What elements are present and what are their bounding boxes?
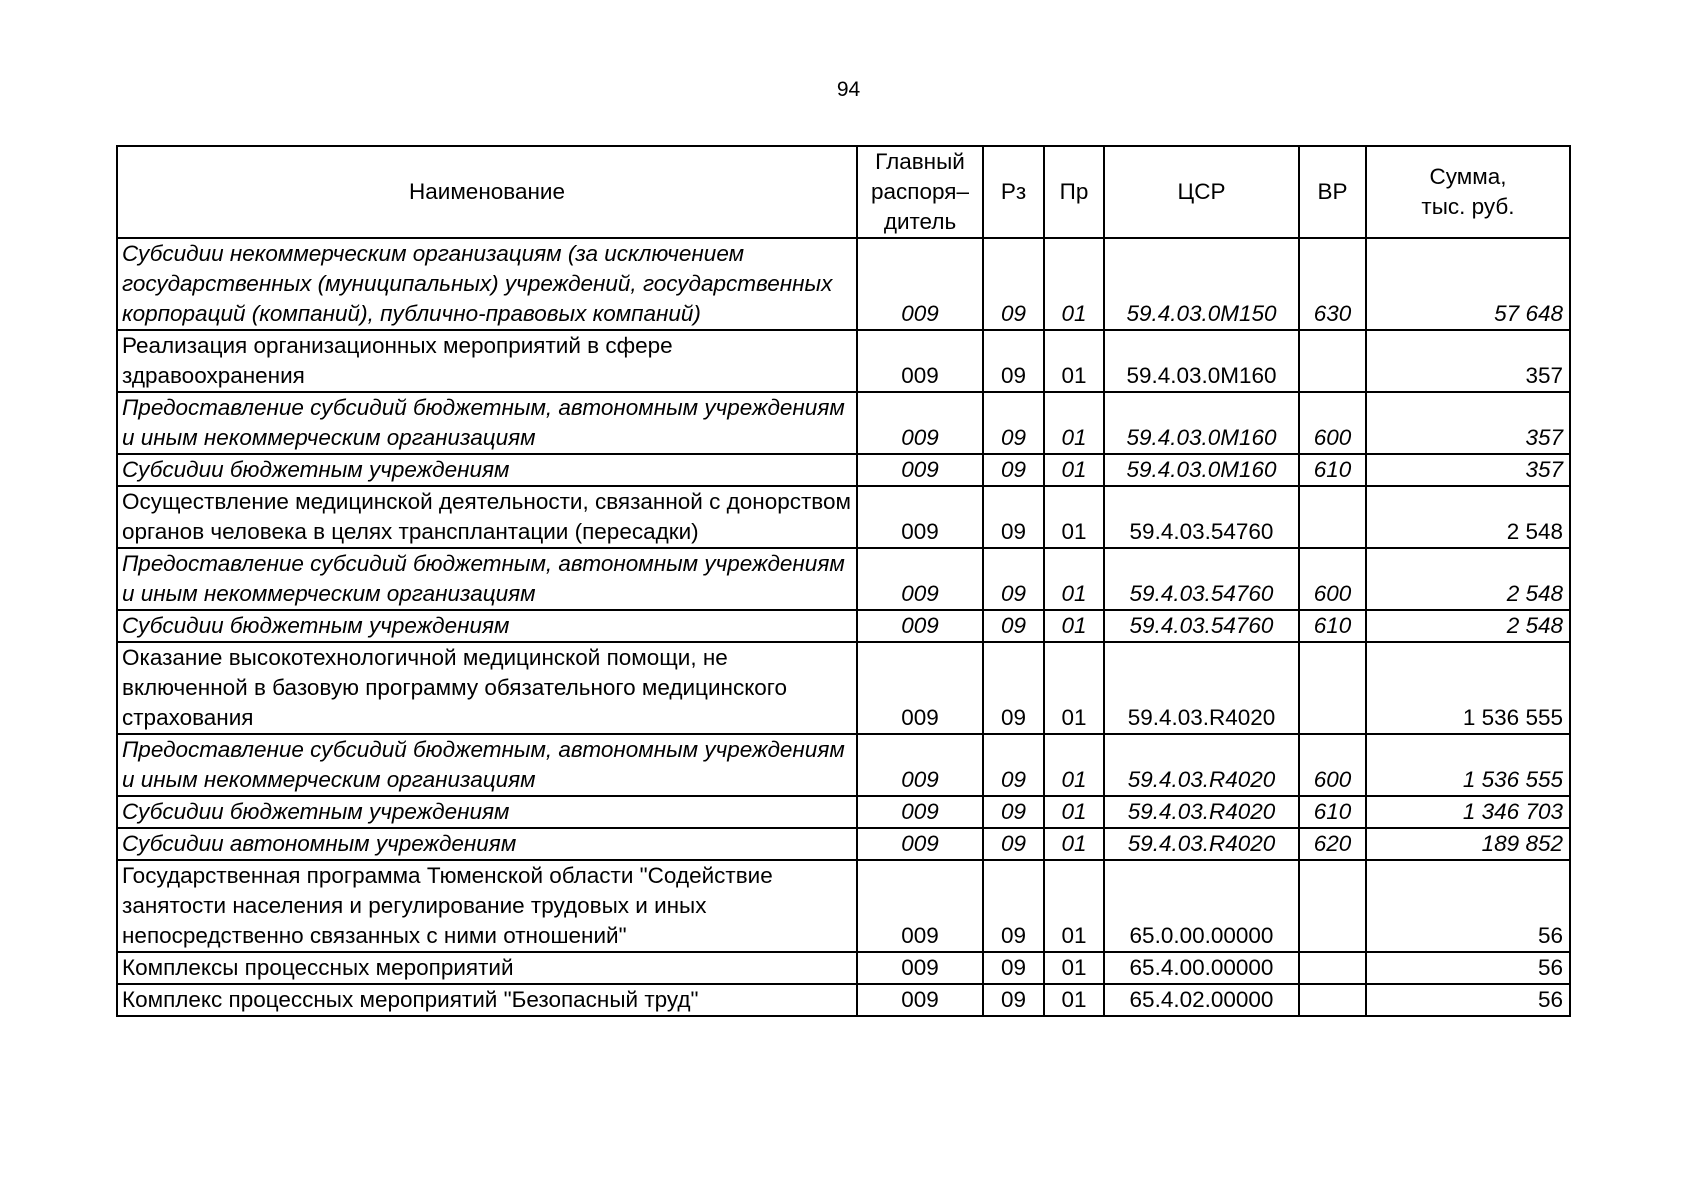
cell-chief-administrator: 009 (857, 610, 983, 642)
cell-name: Комплексы процессных мероприятий (117, 952, 857, 984)
cell-name: Субсидии бюджетным учреждениям (117, 610, 857, 642)
cell-expense-type (1299, 952, 1366, 984)
table-row (117, 796, 1570, 828)
page-number: 94 (836, 78, 861, 101)
cell-section: 09 (983, 642, 1044, 734)
header-amount (1366, 146, 1570, 238)
header-name: Наименование (117, 146, 857, 238)
cell-target-article: 59.4.03.0М150 (1104, 238, 1299, 330)
cell-target-article: 59.4.03.R4020 (1104, 642, 1299, 734)
cell-chief-administrator: 009 (857, 486, 983, 548)
cell-chief-administrator: 009 (857, 454, 983, 486)
cell-amount: 1 346 703 (1366, 796, 1570, 828)
cell-subsection: 01 (1044, 734, 1104, 796)
table-row (117, 984, 1570, 1016)
cell-subsection: 01 (1044, 984, 1104, 1016)
cell-expense-type: 600 (1299, 734, 1366, 796)
table-header-row (117, 146, 1570, 238)
cell-section: 09 (983, 392, 1044, 454)
cell-chief-administrator: 009 (857, 984, 983, 1016)
cell-section: 09 (983, 330, 1044, 392)
table-row (117, 392, 1570, 454)
cell-expense-type (1299, 860, 1366, 952)
cell-chief-administrator: 009 (857, 952, 983, 984)
cell-expense-type (1299, 642, 1366, 734)
cell-name: Предоставление субсидий бюджетным, автономным учреждениям и иным некоммерческим организациям (117, 392, 857, 454)
cell-name: Субсидии автономным учреждениям (117, 828, 857, 860)
cell-amount: 189 852 (1366, 828, 1570, 860)
cell-amount: 56 (1366, 860, 1570, 952)
cell-subsection: 01 (1044, 610, 1104, 642)
cell-name: Субсидии некоммерческим организациям (за исключением государственных (муниципальных) учреждений, государственных корпораций (компаний), публично-правовых компаний) (117, 238, 857, 330)
cell-subsection: 01 (1044, 642, 1104, 734)
cell-amount: 56 (1366, 952, 1570, 984)
cell-amount: 56 (1366, 984, 1570, 1016)
cell-subsection: 01 (1044, 860, 1104, 952)
cell-target-article: 59.4.03.54760 (1104, 610, 1299, 642)
cell-section: 09 (983, 952, 1044, 984)
table-row (117, 454, 1570, 486)
table-row (117, 610, 1570, 642)
cell-name: Комплекс процессных мероприятий "Безопасный труд" (117, 984, 857, 1016)
cell-amount: 357 (1366, 392, 1570, 454)
cell-subsection: 01 (1044, 952, 1104, 984)
header-section: Рз (983, 146, 1044, 238)
cell-chief-administrator: 009 (857, 734, 983, 796)
cell-expense-type: 610 (1299, 454, 1366, 486)
cell-chief-administrator: 009 (857, 548, 983, 610)
cell-section: 09 (983, 454, 1044, 486)
cell-chief-administrator: 009 (857, 392, 983, 454)
cell-expense-type: 630 (1299, 238, 1366, 330)
cell-amount: 2 548 (1366, 610, 1570, 642)
cell-amount: 357 (1366, 330, 1570, 392)
header-chief-administrator-line: дитель (883, 209, 957, 234)
cell-name: Государственная программа Тюменской области "Содействие занятости населения и регулирование трудовых и иных непосредственно связанных с ними отношений" (117, 860, 857, 952)
cell-subsection: 01 (1044, 392, 1104, 454)
cell-chief-administrator: 009 (857, 238, 983, 330)
cell-expense-type (1299, 486, 1366, 548)
cell-subsection: 01 (1044, 238, 1104, 330)
cell-expense-type: 620 (1299, 828, 1366, 860)
cell-target-article: 59.4.03.0М160 (1104, 330, 1299, 392)
cell-chief-administrator: 009 (857, 642, 983, 734)
cell-amount: 357 (1366, 454, 1570, 486)
cell-target-article: 59.4.03.R4020 (1104, 796, 1299, 828)
header-expense-type: ВР (1299, 146, 1366, 238)
cell-chief-administrator: 009 (857, 860, 983, 952)
cell-subsection: 01 (1044, 828, 1104, 860)
cell-target-article: 65.0.00.00000 (1104, 860, 1299, 952)
header-subsection: Пр (1044, 146, 1104, 238)
cell-section: 09 (983, 860, 1044, 952)
cell-section: 09 (983, 734, 1044, 796)
cell-target-article: 59.4.03.0М160 (1104, 392, 1299, 454)
cell-name: Субсидии бюджетным учреждениям (117, 454, 857, 486)
cell-target-article: 59.4.03.R4020 (1104, 828, 1299, 860)
cell-chief-administrator: 009 (857, 330, 983, 392)
cell-name: Предоставление субсидий бюджетным, автономным учреждениям и иным некоммерческим организациям (117, 548, 857, 610)
cell-target-article: 65.4.00.00000 (1104, 952, 1299, 984)
cell-target-article: 59.4.03.0М160 (1104, 454, 1299, 486)
cell-section: 09 (983, 828, 1044, 860)
cell-name: Предоставление субсидий бюджетным, автономным учреждениям и иным некоммерческим организациям (117, 734, 857, 796)
table-row (117, 952, 1570, 984)
table-row (117, 238, 1570, 330)
cell-expense-type (1299, 330, 1366, 392)
cell-expense-type: 600 (1299, 392, 1366, 454)
table-row (117, 548, 1570, 610)
cell-subsection: 01 (1044, 796, 1104, 828)
header-target-article: ЦСР (1104, 146, 1299, 238)
cell-expense-type: 610 (1299, 796, 1366, 828)
cell-amount: 2 548 (1366, 486, 1570, 548)
table-row (117, 828, 1570, 860)
cell-subsection: 01 (1044, 486, 1104, 548)
header-chief-administrator-line: распоря– (871, 179, 969, 204)
cell-subsection: 01 (1044, 330, 1104, 392)
cell-section: 09 (983, 548, 1044, 610)
budget-table (116, 145, 1571, 1017)
cell-target-article: 65.4.02.00000 (1104, 984, 1299, 1016)
table-row (117, 642, 1570, 734)
cell-target-article: 59.4.03.R4020 (1104, 734, 1299, 796)
cell-section: 09 (983, 610, 1044, 642)
cell-chief-administrator: 009 (857, 828, 983, 860)
cell-subsection: 01 (1044, 454, 1104, 486)
cell-chief-administrator: 009 (857, 796, 983, 828)
cell-section: 09 (983, 984, 1044, 1016)
table-row (117, 734, 1570, 796)
cell-amount: 2 548 (1366, 548, 1570, 610)
cell-name: Реализация организационных мероприятий в сфере здравоохранения (117, 330, 857, 392)
cell-amount: 1 536 555 (1366, 642, 1570, 734)
cell-name: Субсидии бюджетным учреждениям (117, 796, 857, 828)
cell-section: 09 (983, 796, 1044, 828)
header-chief-administrator-line: Главный (875, 149, 965, 174)
header-amount-line: тыс. руб. (1421, 194, 1515, 219)
cell-expense-type (1299, 984, 1366, 1016)
cell-expense-type: 610 (1299, 610, 1366, 642)
cell-subsection: 01 (1044, 548, 1104, 610)
table-row (117, 486, 1570, 548)
cell-target-article: 59.4.03.54760 (1104, 548, 1299, 610)
cell-section: 09 (983, 238, 1044, 330)
cell-amount: 1 536 555 (1366, 734, 1570, 796)
cell-target-article: 59.4.03.54760 (1104, 486, 1299, 548)
table-row (117, 860, 1570, 952)
table-body (117, 238, 1570, 1016)
cell-amount: 57 648 (1366, 238, 1570, 330)
table-row (117, 330, 1570, 392)
header-amount-line: Сумма, (1429, 164, 1507, 189)
cell-expense-type: 600 (1299, 548, 1366, 610)
header-chief-administrator (857, 146, 983, 238)
cell-name: Осуществление медицинской деятельности, связанной с донорством органов человека в целях трансплантации (пересадки) (117, 486, 857, 548)
cell-name: Оказание высокотехнологичной медицинской помощи, не включенной в базовую программу обязательного медицинского страхования (117, 642, 857, 734)
cell-section: 09 (983, 486, 1044, 548)
